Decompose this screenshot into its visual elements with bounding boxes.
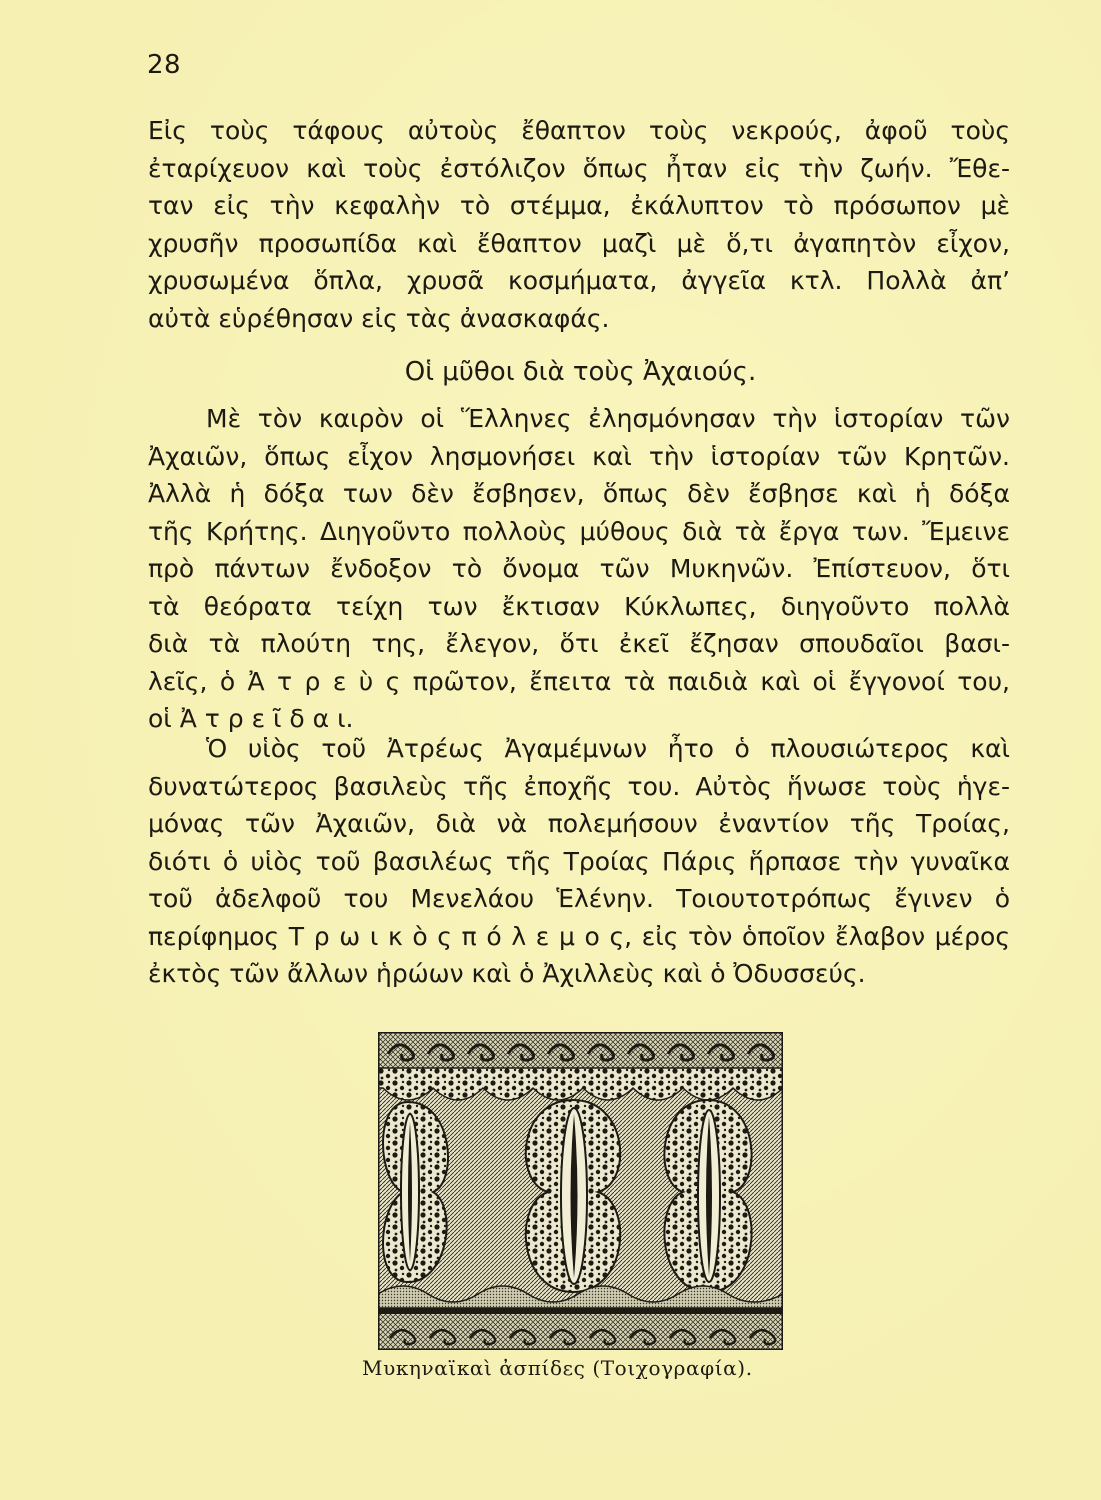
text-line: Ὁ υἱὸς τοῦ Ἀτρέως Ἀγαμέμνων ἦτο ὁ πλουσιώτερος καὶ [206, 734, 1010, 763]
text-line: αὐτὰ εὑρέθησαν εἰς τὰς ἀνασκαφάς. [148, 303, 610, 333]
text-line: οἱ Ἀ τ ρ ε ῖ δ α ι. [148, 704, 354, 733]
paragraph-agamemnon [148, 730, 1010, 993]
figure-caption: Μυκηναϊκαὶ ἀσπίδες (Τοιχογραφία). [362, 1356, 753, 1380]
text-line: τῆς Κρήτης. Διηγοῦντο πολλοὺς μύθους διὰ τὰ ἔργα των. Ἔμεινε [148, 516, 1010, 546]
text-line: ἐκτὸς τῶν ἄλλων ἡρώων καὶ ὁ Ἀχιλλεὺς καὶ ὁ Ὀδυσσεύς. [148, 959, 866, 988]
text-line: τοῦ ἀδελφοῦ του Μενελάου Ἑλένην. Τοιουτοτρόπως ἔγινεν ὁ [148, 884, 1010, 913]
text-line: λεῖς, ὁ Ἀ τ ρ ε ὺ ς πρῶτον, ἔπειτα τὰ παιδιὰ καὶ οἱ ἔγγονοί του, [148, 666, 1010, 696]
paragraph-myths [148, 400, 1010, 738]
text-line: τὰ θεόρατα τείχη των ἔκτισαν Κύκλωπες, διηγοῦντο πολλὰ [148, 591, 1010, 621]
mycenaean-shields-fresco-icon [378, 1032, 783, 1350]
text-line: Μὲ τὸν καιρὸν οἱ Ἕλληνες ἐλησμόνησαν τὴν ἱστορίαν τῶν [206, 404, 1010, 433]
text-line: μόνας τῶν Ἀχαιῶν, διὰ νὰ πολεμήσουν ἐναντίον τῆς Τροίας, [148, 809, 1010, 838]
text-line: δυνατώτερος βασιλεὺς τῆς ἐποχῆς του. Αὐτὸς ἥνωσε τοὺς ἡγε- [148, 771, 1010, 801]
text-line: πρὸ πάντων ἔνδοξον τὸ ὄνομα τῶν Μυκηνῶν. Ἐπίστευον, ὅτι [148, 554, 1010, 583]
text-line: ταν εἰς τὴν κεφαλὴν τὸ στέμμα, ἐκάλυπτον τὸ πρόσωπον μὲ [148, 191, 1010, 220]
text-line: Εἰς τοὺς τάφους αὐτοὺς ἔθαπτον τοὺς νεκρούς, ἀφοῦ τοὺς [148, 116, 1010, 145]
text-line: Ἀλλὰ ἡ δόξα των δὲν ἔσβησεν, ὅπως δὲν ἔσβησε καὶ ἡ δόξα [148, 479, 1010, 508]
paragraph-burial-customs [148, 112, 1010, 337]
text-line: χρυσωμένα ὅπλα, χρυσᾶ κοσμήματα, ἀγγεῖα κτλ. Πολλὰ ἀπ’ [148, 266, 1010, 295]
section-heading: Οἱ μῦθοι διὰ τοὺς Ἀχαιούς. [404, 357, 757, 387]
text-line: ἐταρίχευον καὶ τοὺς ἐστόλιζον ὅπως ἦταν εἰς τὴν ζωήν. Ἔθε- [148, 153, 1010, 183]
text-line: χρυσῆν προσωπίδα καὶ ἔθαπτον μαζὶ μὲ ὅ,τι ἀγαπητὸν εἶχον, [148, 228, 1010, 258]
text-line: Ἀχαιῶν, ὅπως εἶχον λησμονήσει καὶ τὴν ἱστορίαν τῶν Κρητῶν. [148, 441, 1010, 471]
text-line: περίφημος Τ ρ ω ι κ ὸ ς π ό λ ε μ ο ς, εἰς τὸν ὁποῖον ἔλαβον μέρος [148, 921, 1010, 951]
mycenaean-shields-figure [378, 1032, 783, 1350]
page-number: 28 [147, 50, 182, 80]
text-line: διὰ τὰ πλούτη της, ἔλεγον, ὅτι ἐκεῖ ἔζησαν σπουδαῖοι βασι- [148, 629, 1010, 658]
text-line: διότι ὁ υἱὸς τοῦ βασιλέως τῆς Τροίας Πάρις ἥρπασε τὴν γυναῖκα [148, 846, 1010, 876]
